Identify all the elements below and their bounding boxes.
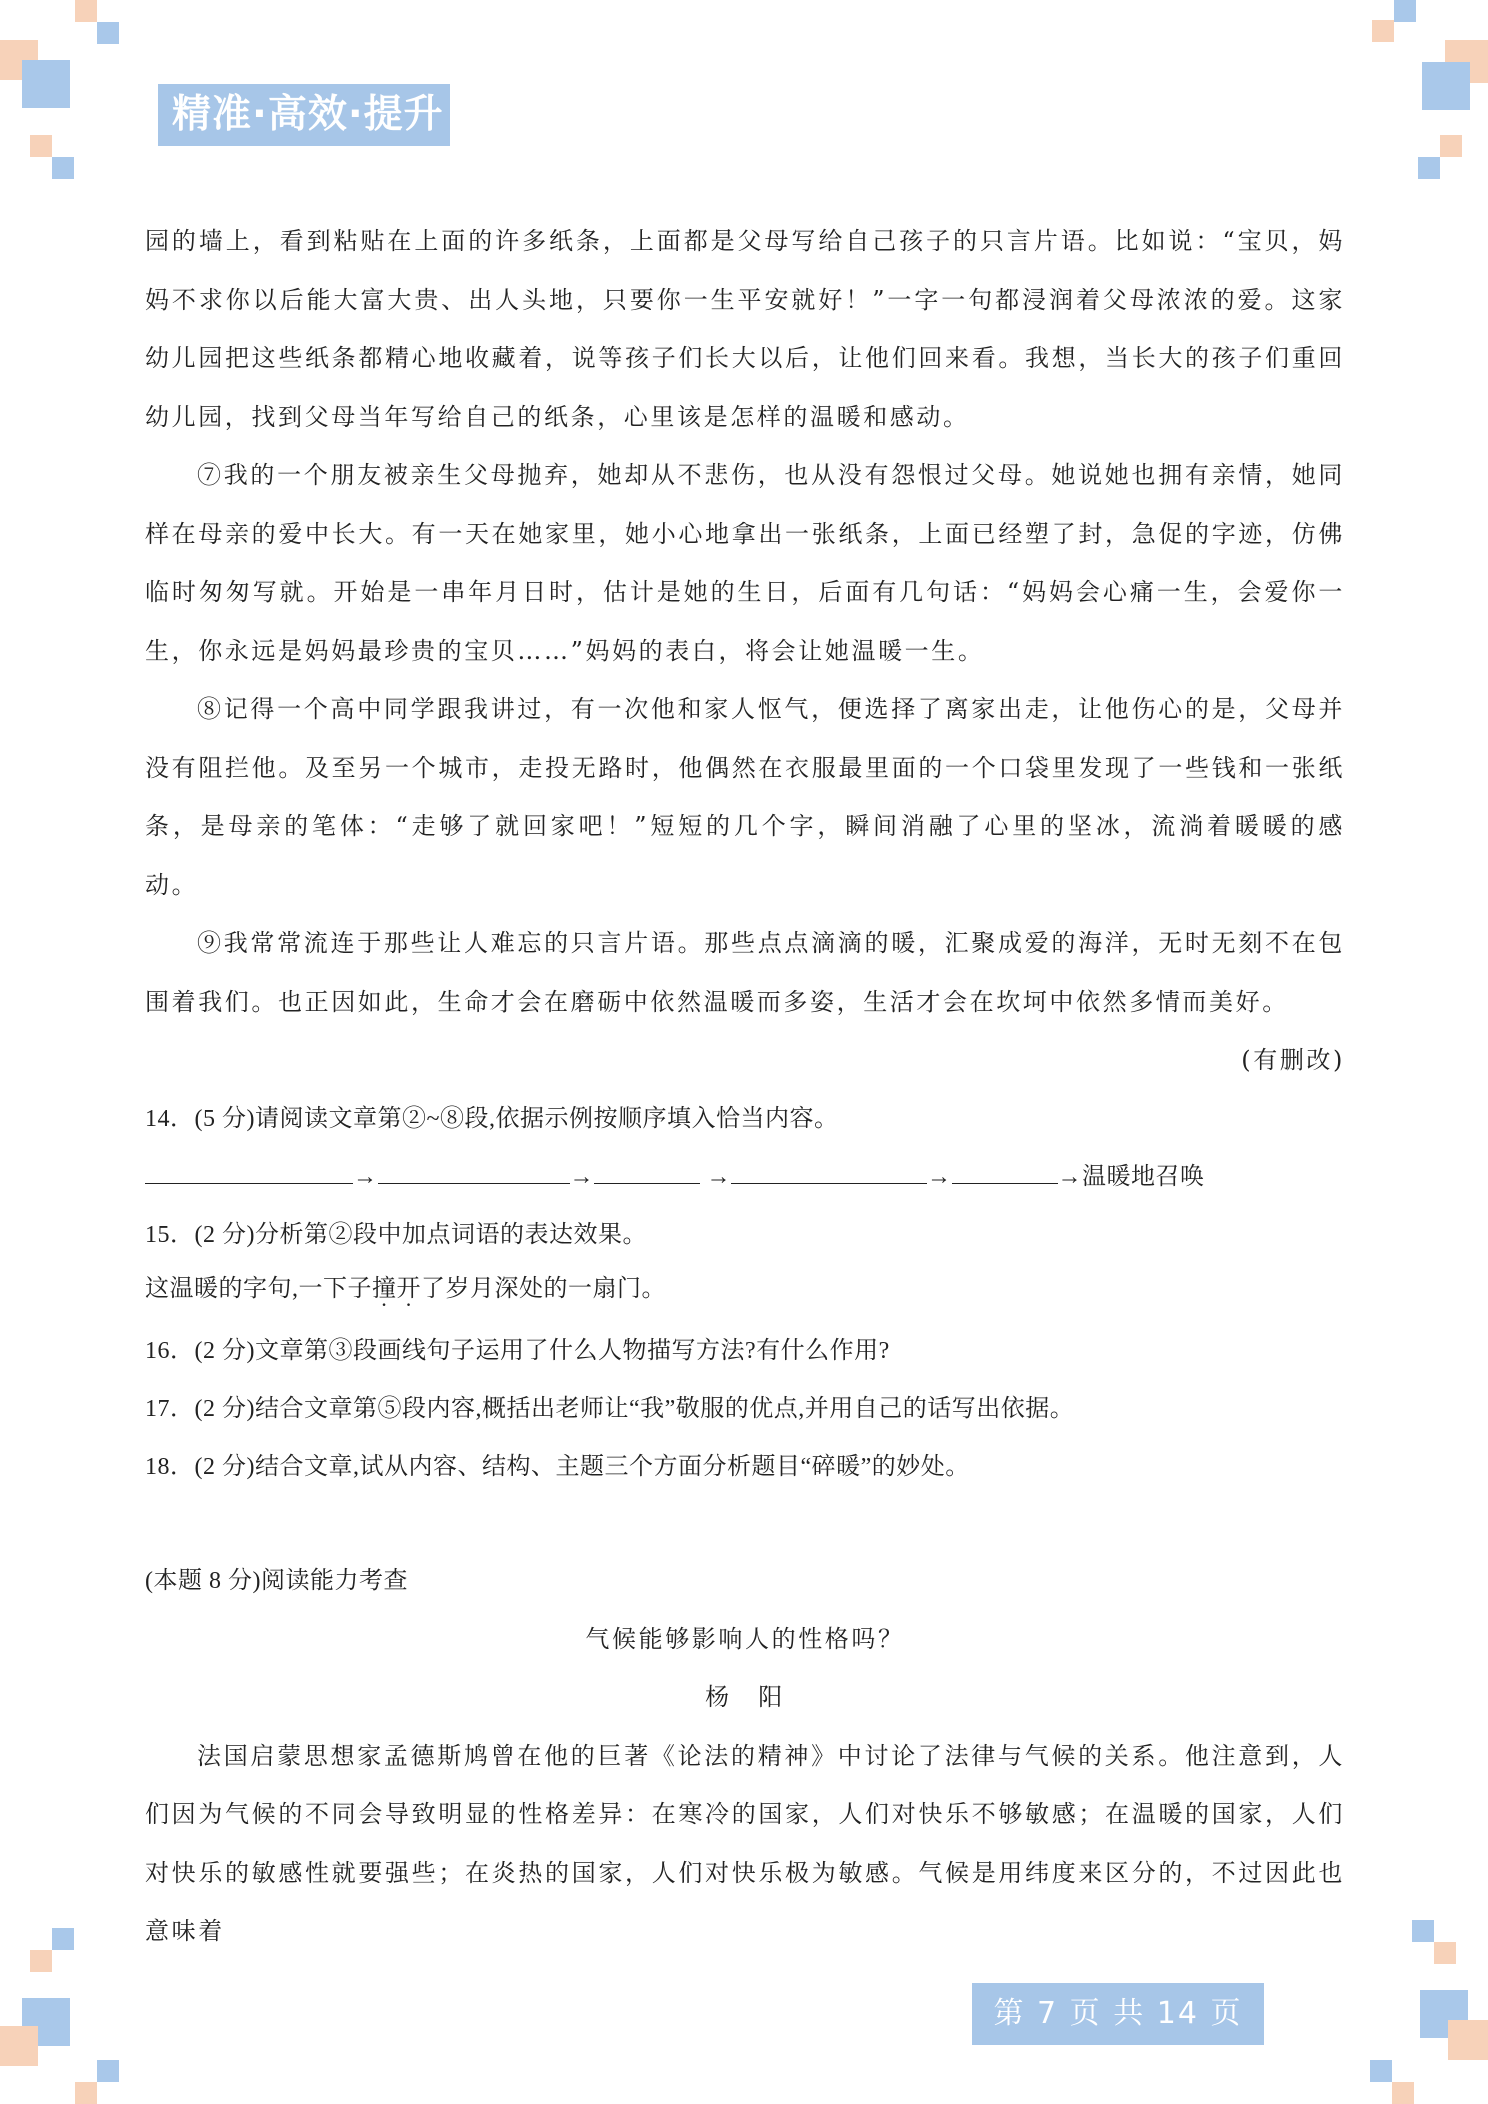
sentence-part: 了岁月深处的一扇门。 — [421, 1275, 666, 1302]
answer-blank[interactable] — [594, 1161, 700, 1184]
header-badge: 精准·高效·提升 — [158, 84, 450, 146]
dotted-word: 开 — [396, 1275, 421, 1302]
passage-paragraph: ⑧记得一个高中同学跟我讲过，有一次他和家人怄气，便选择了离家出走，让他伤心的是，父母并没有阻拦他。及至另一个城市，走投无路时，他偶然在衣服最里面的一个口袋里发现了一些钱和一张纸条，是母亲的笔体：“走够了就回家吧！”短短的几个字，瞬间消融了心里的坚冰，流淌着暖暖的感动。 — [145, 695, 1345, 899]
corner-decoration — [1434, 1942, 1456, 1964]
corner-decoration — [1370, 2060, 1392, 2082]
section-heading: (本题 8 分)阅读能力考查 — [145, 1567, 408, 1594]
answer-blank[interactable] — [378, 1161, 570, 1184]
corner-decoration — [30, 135, 52, 157]
passage-paragraph: ⑦我的一个朋友被亲生父母抛弃，她却从不悲伤，也从没有怨恨过父母。她说她也拥有亲情，她同样在母亲的爱中长大。有一天在她家里，她小心地拿出一张纸条，上面已经塑了封，急促的字迹，仿佛临时匆匆写就。开始是一串年月日时，估计是她的生日，后面有几句话：“妈妈会心痛一生，会爱你一生，你永远是妈妈最珍贵的宝贝……”妈妈的表白，将会让她温暖一生。 — [145, 461, 1345, 665]
question-16: 16．(2 分)文章第③段画线句子运用了什么人物描写方法?有什么作用? — [145, 1337, 890, 1364]
corner-decoration — [1412, 1920, 1434, 1942]
arrow: → — [353, 1163, 378, 1190]
quoted-sentence — [145, 1260, 1345, 1318]
answer-blank[interactable] — [731, 1161, 927, 1184]
corner-decoration — [75, 0, 97, 22]
arrow: → — [927, 1163, 952, 1190]
arrow: → — [706, 1163, 731, 1190]
question-18: 18．(2 分)结合文章,试从内容、结构、主题三个方面分析题目“碎暖”的妙处。 — [145, 1453, 970, 1480]
corner-decoration — [97, 22, 119, 44]
corner-decoration — [1392, 2082, 1414, 2104]
article-title: 气候能够影响人的性格吗？ — [585, 1624, 905, 1653]
corner-decoration — [1372, 20, 1394, 42]
corner-decoration — [0, 2026, 38, 2066]
answer-blank[interactable] — [952, 1161, 1058, 1184]
corner-decoration — [52, 157, 74, 179]
corner-decoration — [97, 2060, 119, 2082]
page-number: 第 7 页 共 14 页 — [972, 1983, 1264, 2045]
question-14: 14．(5 分)请阅读文章第②~⑧段,依据示例按顺序填入恰当内容。 — [145, 1105, 839, 1132]
corner-decoration — [22, 60, 70, 108]
corner-decoration — [1422, 62, 1470, 110]
question-15: 15．(2 分)分析第②段中加点词语的表达效果。 — [145, 1221, 647, 1248]
arrow: → — [1057, 1163, 1082, 1190]
spacer — [145, 1496, 1345, 1552]
answer-blank[interactable] — [145, 1161, 353, 1184]
passage-paragraph: ⑨我常常流连于那些让人难忘的只言片语。那些点点滴滴的暖，汇聚成爱的海洋，无时无刻不在包围着我们。也正因如此，生命才会在磨砺中依然温暖而多姿，生活才会在坎坷中依然多情而美好。 — [145, 929, 1345, 1016]
page-content — [145, 212, 1345, 1961]
sentence-part: 这温暖的字句,一下子 — [145, 1275, 372, 1302]
arrow: → — [569, 1163, 594, 1190]
corner-decoration — [52, 1928, 74, 1950]
corner-decoration — [1418, 157, 1440, 179]
dotted-word: 撞 — [372, 1275, 397, 1302]
corner-decoration — [75, 2082, 97, 2104]
question-17: 17．(2 分)结合文章第⑤段内容,概括出老师让“我”敬服的优点,并用自己的话写出依据。 — [145, 1395, 1075, 1422]
corner-decoration — [1440, 135, 1462, 157]
corner-decoration — [1448, 2020, 1488, 2060]
article-paragraph: 法国启蒙思想家孟德斯鸠曾在他的巨著《论法的精神》中讨论了法律与气候的关系。他注意到，人们因为气候的不同会导致明显的性格差异：在寒冷的国家，人们对快乐不够敏感；在温暖的国家，人们对快乐的敏感性就要强些；在炎热的国家，人们对快乐极为敏感。气候是用纬度来区分的，不过因此也意味着 — [145, 1741, 1345, 1945]
corner-decoration — [30, 1950, 52, 1972]
article-author: 杨 阳 — [705, 1683, 785, 1711]
edit-note: (有删改) — [1241, 1046, 1345, 1074]
passage-paragraph: 园的墙上，看到粘贴在上面的许多纸条，上面都是父母写给自己孩子的只言片语。比如说：“宝贝，妈妈不求你以后能大富大贵、出人头地，只要你一生平安就好！”一字一句都浸润着父母浓浓的爱。这家幼儿园把这些纸条都精心地收藏着，说等孩子们长大以后，让他们回来看。我想，当长大的孩子们重回幼儿园，找到父母当年写给自己的纸条，心里该是怎样的温暖和感动。 — [145, 227, 1345, 431]
example-answer: 温暖地召唤 — [1082, 1163, 1205, 1190]
answer-blanks — [145, 1148, 1345, 1206]
corner-decoration — [1394, 0, 1416, 22]
